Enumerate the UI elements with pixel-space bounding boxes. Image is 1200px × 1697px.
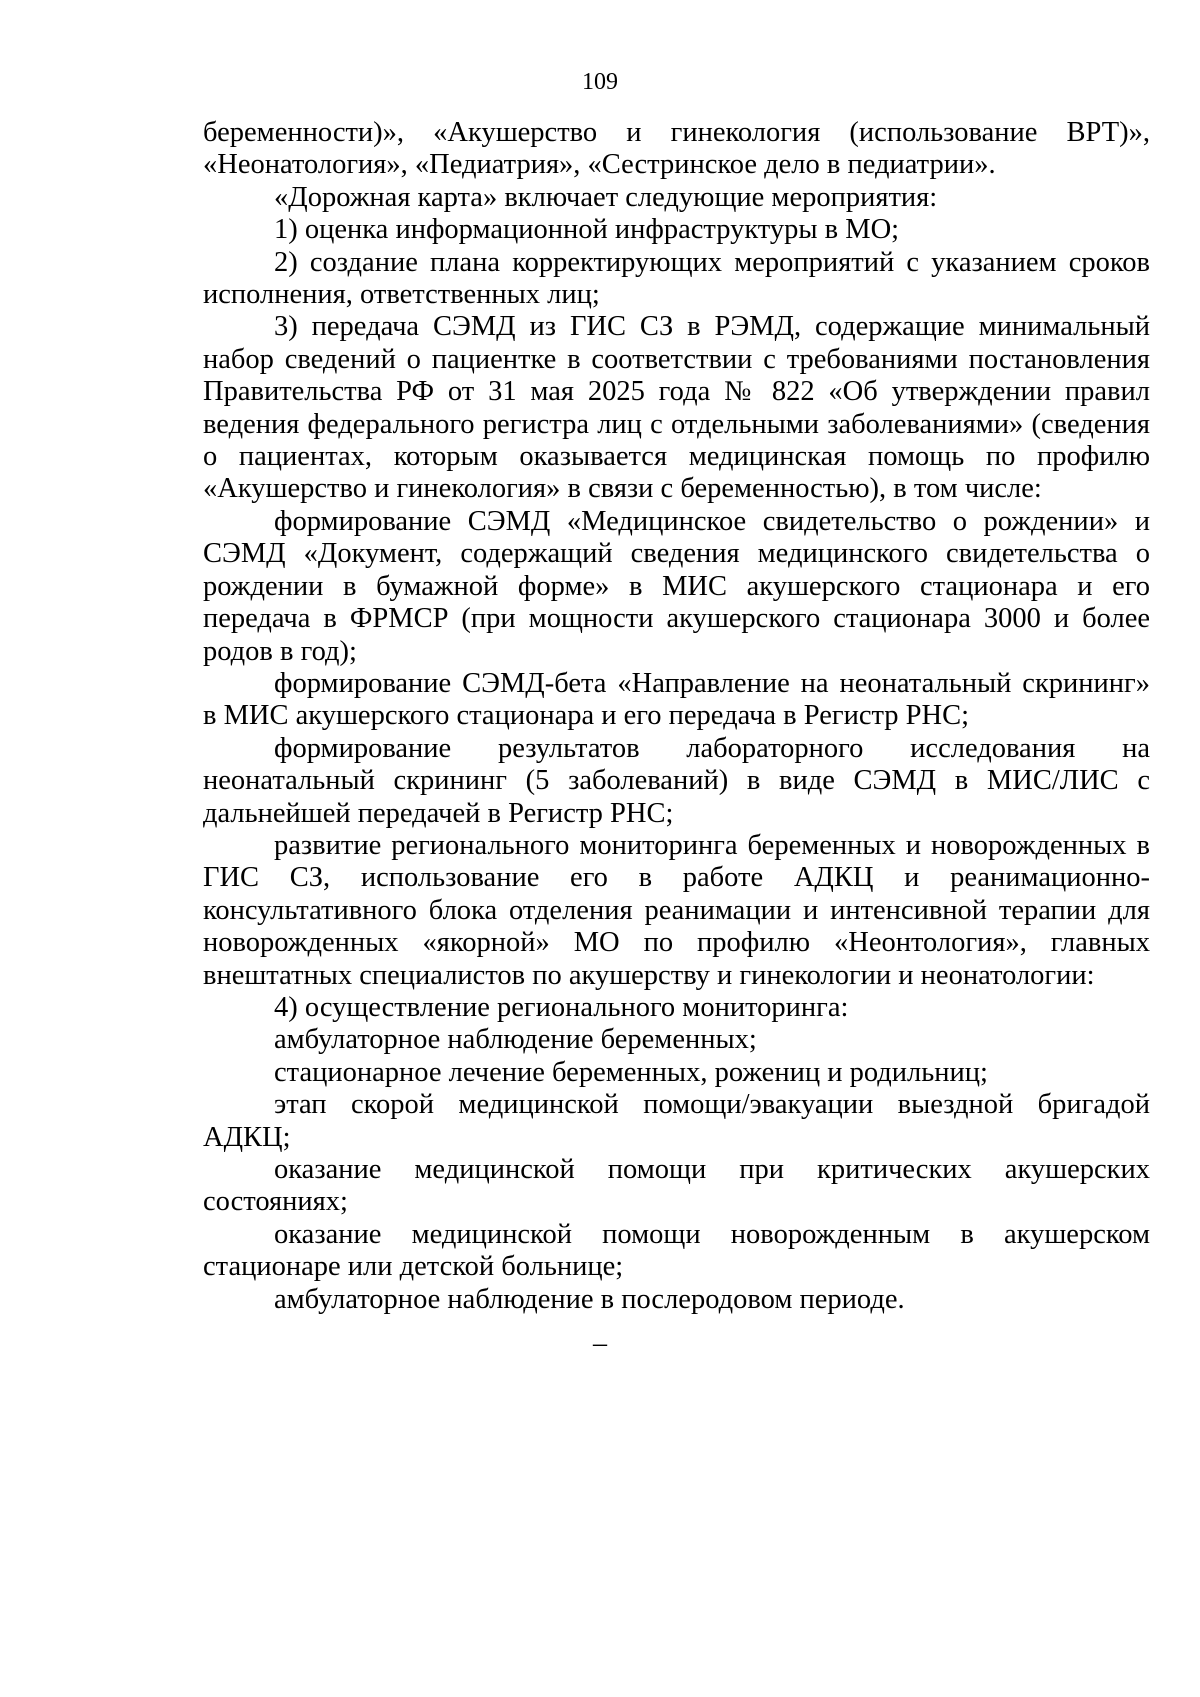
paragraph: 4) осуществление регионального мониторинга: xyxy=(274,991,849,1023)
paragraph: беременности)», «Акушерство и гинекология (использование ВРТ)», «Неонатология», «Педиатрия», «Сестринское дело в педиатрии». xyxy=(203,117,1150,181)
paragraph: «Дорожная карта» включает следующие мероприятия: xyxy=(274,181,938,213)
paragraph: развитие регионального мониторинга беременных и новорожденных в ГИС СЗ, использование его в работе АДКЦ и реанимационно-консультативного блока отделения реанимации и интенсивной терапии для новорожденных «якорной» МО по профилю «Неонтология», главных внештатных специалистов по акушерству и гинекологии и неонатологии: xyxy=(203,829,1150,991)
paragraph: формирование СЭМД-бета «Направление на неонатальный скрининг» в МИС акушерского стационара и его передача в Регистр РНС; xyxy=(203,667,1150,732)
paragraph: 3) передача СЭМД из ГИС СЗ в РЭМД, содержащие минимальный набор сведений о пациентке в соответствии с требованиями постановления Правительства РФ от 31 мая 2025 года № 822 «Об утверждении правил ведения федерального регистра лиц с отдельными заболеваниями» (сведения о пациентах, которым оказывается медицинская помощь по профилю «Акушерство и гинекология» в связи с беременностью), в том числе: xyxy=(203,311,1150,505)
paragraph: оказание медицинской помощи новорожденным в акушерском стационаре или детской больнице; xyxy=(203,1218,1150,1283)
paragraph: этап скорой медицинской помощи/эвакуации выездной бригадой АДКЦ; xyxy=(203,1089,1150,1153)
paragraph: амбулаторное наблюдение беременных; xyxy=(274,1024,757,1056)
paragraph: амбулаторное наблюдение в послеродовом периоде. xyxy=(274,1283,905,1315)
paragraph: стационарное лечение беременных, рожениц и родильниц; xyxy=(274,1056,988,1088)
paragraph: 2) создание плана корректирующих мероприятий с указанием сроков исполнения, ответственных лиц; xyxy=(203,246,1150,311)
end-of-text-dash: – xyxy=(593,1328,607,1359)
document-body xyxy=(203,117,1150,1316)
page-number: 109 xyxy=(582,69,618,95)
paragraph: формирование СЭМД «Медицинское свидетельство о рождении» и СЭМД «Документ, содержащий сведения медицинского свидетельства о рождении в бумажной форме» в МИС акушерского стационара и его передача в ФРМСР (при мощности акушерского стационара 3000 и более родов в год); xyxy=(203,505,1150,667)
paragraph: оказание медицинской помощи при критических акушерских состояниях; xyxy=(203,1154,1150,1218)
paragraph: 1) оценка информационной инфраструктуры в МО; xyxy=(274,214,900,246)
paragraph: формирование результатов лабораторного исследования на неонатальный скрининг (5 заболеваний) в виде СЭМД в МИС/ЛИС с дальнейшей передачей в Регистр РНС; xyxy=(203,732,1150,829)
